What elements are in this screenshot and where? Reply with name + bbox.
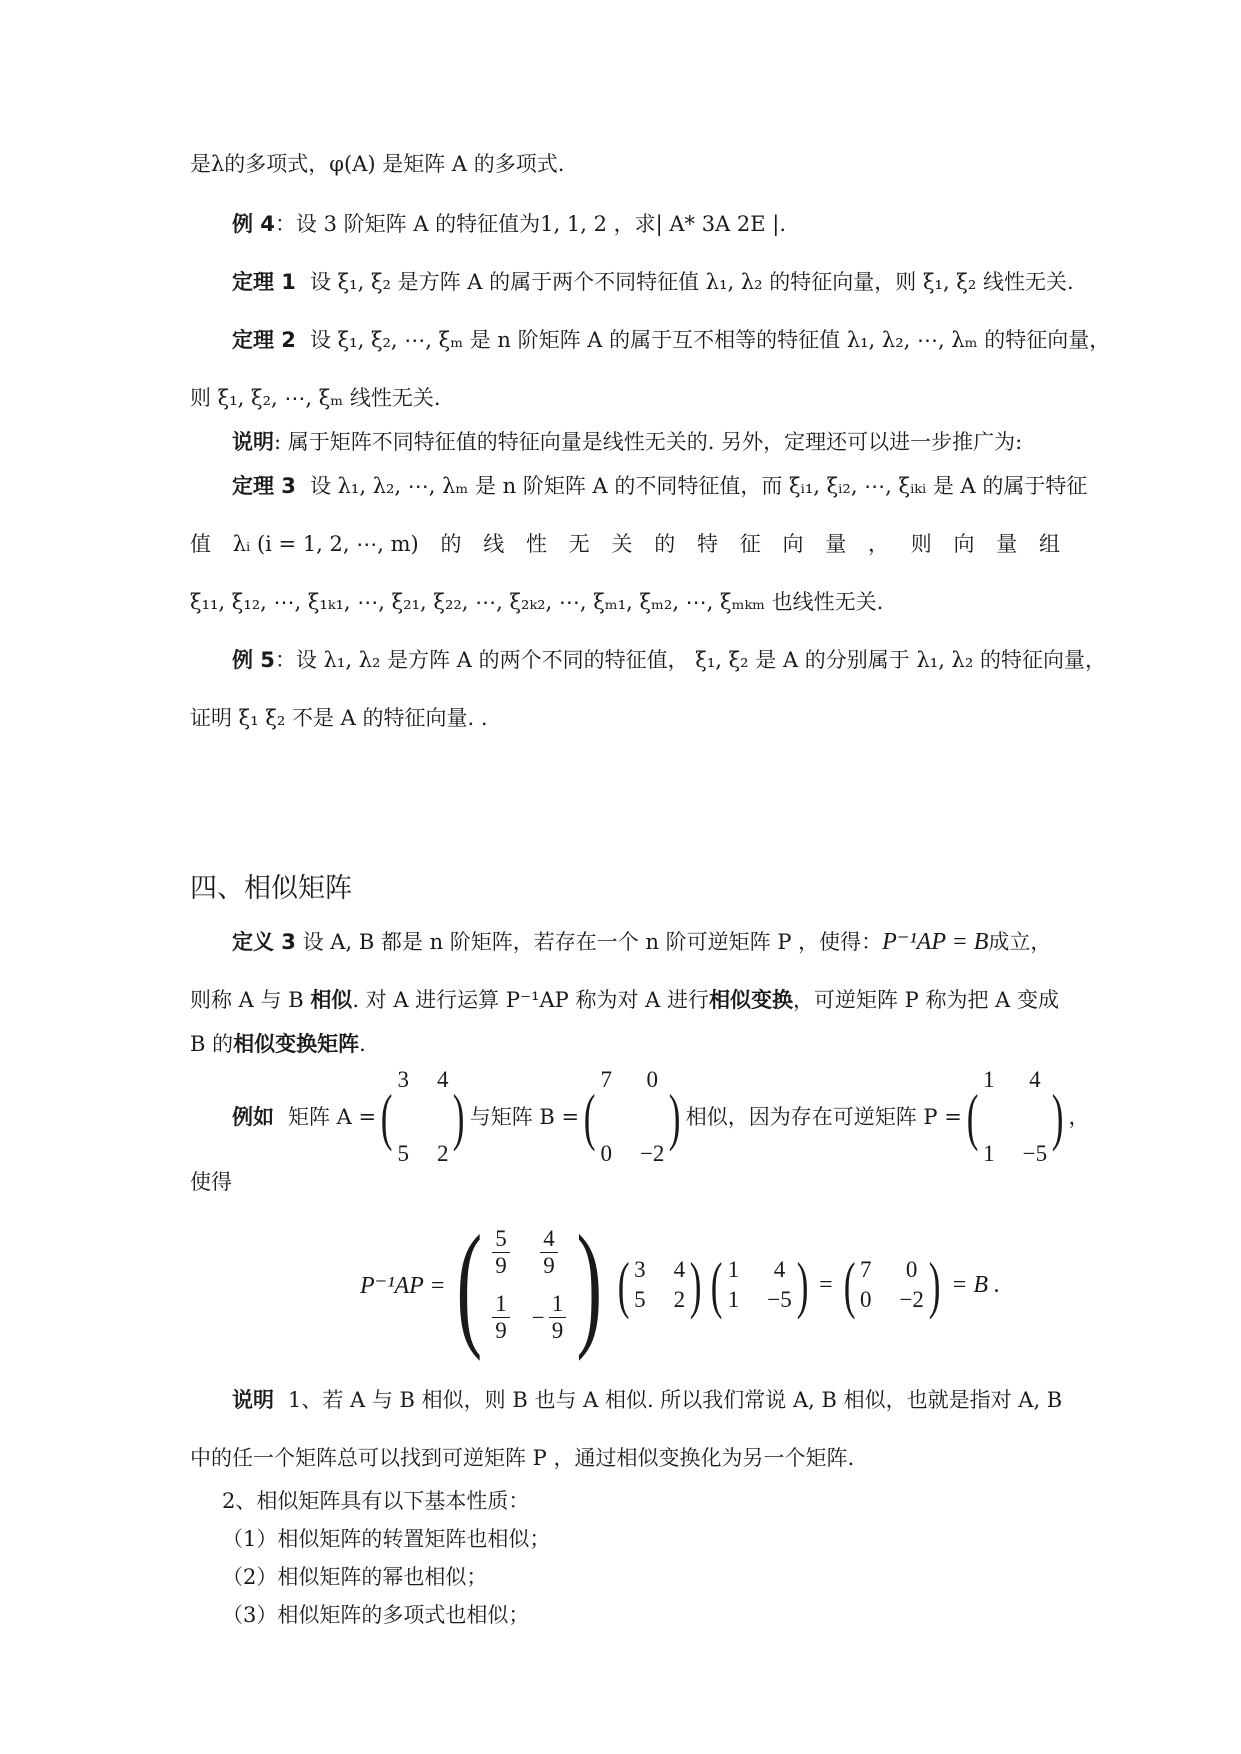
note-label: 说明 [232, 1388, 274, 1412]
matrix-cell: 4 [673, 1257, 686, 1282]
word: 量 [996, 532, 1018, 556]
text-line: 证明 ξ₁ ξ₂ 不是 A 的特征向量. . [190, 706, 488, 730]
example-text: ：设 λ₁, λ₂ 是方阵 A 的两个不同的特征值， ξ₁, ξ₂ 是 A 的分别属于 λ₁, λ₂ 的特征向量， [274, 648, 1106, 672]
example-label: 例 5 [232, 648, 275, 672]
matrix-cell: 1 [727, 1287, 740, 1312]
matrix-cell: 1 [727, 1257, 740, 1282]
property-1: （1）相似矩阵的转置矩阵也相似； [222, 1527, 551, 1551]
word: λᵢ (i = 1, 2, ⋯, m) [232, 532, 419, 556]
bold-term: 相似变换矩阵 [233, 1031, 360, 1056]
example-label: 例 4 [232, 212, 275, 236]
word: ， [867, 532, 889, 556]
word: 值 [190, 532, 211, 556]
text: B 的 [190, 1032, 234, 1056]
theorem-text: 设 ξ₁, ξ₂ 是方阵 A 的属于两个不同特征值 λ₁, λ₂ 的特征向量，则 ξ₁, ξ₂ 线性无关. [309, 270, 1074, 294]
matrix-cell: −2 [639, 1141, 665, 1166]
word: 量 [825, 532, 847, 556]
word: 组 [1038, 532, 1060, 556]
word: 特 [696, 532, 718, 556]
matrix-cell: 4 [436, 1067, 449, 1092]
definition-3 [232, 928, 1051, 956]
text: ， [1068, 1105, 1090, 1129]
text-line: 则 ξ₁, ξ₂, ⋯, ξₘ 线性无关. [190, 386, 441, 410]
definition-label: 定义 3 [232, 930, 296, 954]
matrix-cell: 0 [600, 1141, 612, 1166]
example-4 [232, 210, 786, 238]
definition-text: 成立， [988, 930, 1052, 954]
matrix-cell: 4 [773, 1257, 786, 1282]
inverse-matrix: ( $\frac{5}{9}$ $\frac{4}{9}$ $\frac{1}{9}$ − $\frac{1}{9}$ ) [456, 1207, 603, 1362]
equals: = [819, 1271, 833, 1298]
matrix-a: ( 3 4 5 2 ) [617, 1249, 702, 1320]
property-2: （2）相似矩阵的幂也相似； [222, 1565, 488, 1589]
definition-3-line-3 [190, 1030, 366, 1058]
word: 性 [525, 532, 547, 556]
matrix-cell: 2 [436, 1141, 449, 1166]
rhs: = B . [951, 1271, 1001, 1298]
matrix-cell: 4 [1029, 1067, 1041, 1092]
example-text: ：设 3 阶矩阵 A 的特征值为1, 1, 2 ，求| A* 3A 2E |. [274, 212, 787, 236]
theorem-3 [232, 472, 1087, 500]
text: 相似，因为存在可逆矩阵 P = [685, 1105, 962, 1129]
text: . 对 A 进行运算 P⁻¹AP 称为对 A 进行 [352, 988, 709, 1012]
theorem-text: 设 ξ₁, ξ₂, ⋯, ξₘ 是 n 阶矩阵 A 的属于互不相等的特征值 λ₁, λ₂, ⋯, λₘ 的特征向量， [309, 328, 1111, 352]
fraction: $\frac{1}{9}$ [492, 1291, 510, 1344]
text-line: ξ₁₁, ξ₁₂, ⋯, ξ₁ₖ₁, ⋯, ξ₂₁, ξ₂₂, ⋯, ξ₂ₖ₂, ⋯, ξₘ₁, ξₘ₂, ⋯, ξₘₖₘ 也线性无关. [190, 590, 884, 614]
section-title: 四、相似矩阵 [190, 873, 352, 904]
lhs: P⁻¹AP = [360, 1272, 446, 1299]
word: 线 [483, 532, 505, 556]
word: 则 [910, 532, 932, 556]
fraction: $\frac{4}{9}$ [532, 1226, 566, 1279]
matrix-cell: 7 [600, 1067, 612, 1092]
word: 征 [739, 532, 761, 556]
matrix-p: ( 1 4 1 −5 ) [962, 1045, 1069, 1189]
text-line: 是λ的多项式，φ(A) 是矩阵 A 的多项式. [190, 152, 565, 176]
text-line: 使得 [190, 1170, 232, 1194]
property-3: （3）相似矩阵的多项式也相似； [222, 1603, 530, 1627]
word: 向 [953, 532, 975, 556]
word: 向 [782, 532, 804, 556]
text-line: 2、相似矩阵具有以下基本性质： [222, 1489, 530, 1513]
example-matrices [232, 1067, 1090, 1166]
text: 矩阵 A = [288, 1105, 377, 1129]
display-equation [360, 1207, 1001, 1362]
matrix-cell: 3 [397, 1067, 409, 1092]
note-text: 1、若 A 与 B 相似，则 B 也与 A 相似. 所以我们常说 A, B 相似，也就是指对 A, B [288, 1388, 1063, 1412]
notes-1 [232, 1386, 1062, 1414]
note-1 [232, 428, 1022, 456]
fraction-negative: − $\frac{1}{9}$ [532, 1291, 566, 1344]
fraction: $\frac{5}{9}$ [492, 1226, 510, 1279]
example-label: 例如 [232, 1105, 274, 1129]
text: . [359, 1032, 366, 1056]
theorem-1 [232, 268, 1074, 296]
matrix-cell: 1 [983, 1141, 995, 1166]
matrix-p: ( 1 4 1 −5 ) [711, 1249, 809, 1320]
matrix-cell: −5 [1022, 1141, 1048, 1166]
matrix-cell: 5 [634, 1287, 646, 1312]
word: 关 [611, 532, 633, 556]
matrix-b: ( 7 0 0 −2 ) [579, 1045, 686, 1189]
matrix-cell: 0 [859, 1287, 872, 1312]
matrix-cell: 0 [646, 1067, 658, 1092]
matrix-cell: 5 [397, 1141, 409, 1166]
text: 则称 A 与 B [190, 988, 311, 1012]
theorem-label: 定理 3 [232, 474, 296, 498]
word: 的 [440, 532, 462, 556]
text-line: 中的任一个矩阵总可以找到可逆矩阵 P ，通过相似变换化为另一个矩阵. [190, 1446, 855, 1470]
theorem-2 [232, 326, 1110, 354]
theorem-label: 定理 1 [232, 270, 296, 294]
bold-term: 相似 [310, 987, 353, 1012]
note-text: : 属于矩阵不同特征值的特征向量是线性无关的. 另外，定理还可以进一步推广为: [274, 430, 1023, 454]
formula: P⁻¹AP = B [882, 929, 989, 955]
example-5 [232, 646, 1106, 674]
matrix-a: ( 3 4 5 2 ) [376, 1045, 470, 1189]
note-label: 说明 [232, 430, 274, 454]
bold-term: 相似变换 [708, 987, 793, 1012]
text: ，可逆矩阵 P 称为把 A 变成 [792, 988, 1059, 1012]
matrix-cell: 3 [634, 1257, 646, 1282]
matrix-cell: −5 [767, 1287, 792, 1312]
theorem-text: 设 λ₁, λ₂, ⋯, λₘ 是 n 阶矩阵 A 的不同特征值，而 ξᵢ₁, ξᵢ₂, ⋯, ξᵢₖᵢ 是 A 的属于特征 [309, 474, 1088, 498]
matrix-cell: −2 [899, 1287, 924, 1312]
theorem-label: 定理 2 [232, 328, 296, 352]
matrix-cell: 1 [983, 1067, 995, 1092]
matrix-b: ( 7 0 0 −2 ) [843, 1249, 941, 1320]
definition-3-line-2 [190, 986, 1059, 1014]
matrix-cell: 7 [859, 1257, 872, 1282]
word: 无 [568, 532, 590, 556]
word: 的 [654, 532, 676, 556]
theorem-3-spread-line [190, 530, 1060, 558]
matrix-cell: 2 [673, 1287, 686, 1312]
definition-text: 设 A, B 都是 n 阶矩阵，若存在一个 n 阶可逆矩阵 P ，使得： [302, 930, 883, 954]
text: 与矩阵 B = [469, 1105, 580, 1129]
matrix-cell: 0 [905, 1257, 918, 1282]
